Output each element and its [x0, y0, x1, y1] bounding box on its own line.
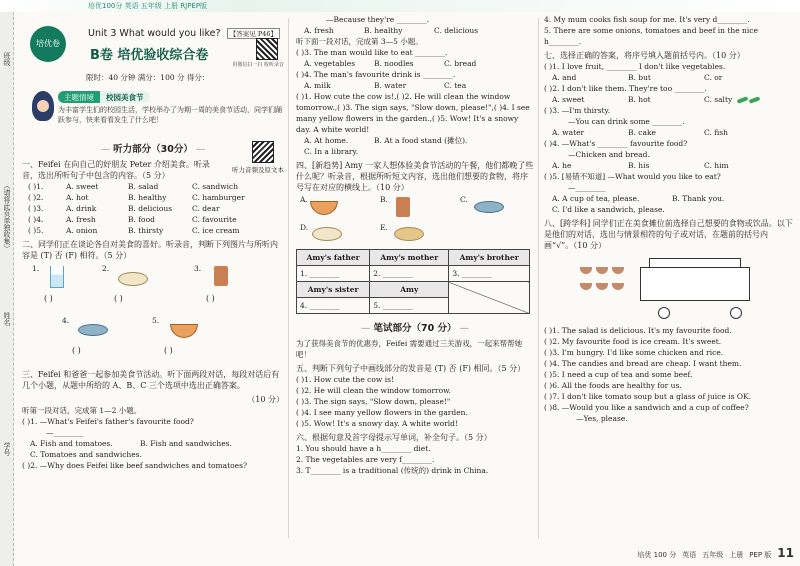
- amy-table: [296, 249, 530, 314]
- q5-title: 五、判断下列句子中画线部分的发音是 (T) 否 (F) 相同。（5 分）: [296, 364, 526, 373]
- q5-item: ( )4. I see many yellow flowers in the garden.: [296, 408, 468, 417]
- q5-item: ( )5. Wow! It's a snowy day. A white world!: [296, 419, 458, 428]
- q7-options: A. and B. but C. or: [552, 73, 723, 82]
- footer-version: PEP 版: [749, 551, 772, 559]
- dish-icon: [580, 283, 592, 290]
- picture-1: 1.: [32, 264, 40, 273]
- column-middle: [296, 14, 534, 476]
- fish-icon: [78, 324, 108, 336]
- table-cell[interactable]: 3. ________: [449, 266, 530, 282]
- listening-heading: — 听力部分（30分） —: [22, 141, 284, 155]
- dish-icon: [612, 267, 624, 274]
- picture-5: 5.: [152, 316, 160, 325]
- table-header: Amy's sister: [297, 282, 370, 298]
- q1-row: ( )5. A. onion B. thirsty C. ice cream: [28, 226, 240, 235]
- dish-icon: [580, 267, 592, 274]
- q7-options: A. A cup of tea, please. B. Thank you.: [552, 194, 725, 203]
- q7-sub: —________: [568, 183, 606, 192]
- listening-qr-icon[interactable]: [252, 141, 274, 163]
- footer-brand: 培优 100 分: [637, 551, 677, 559]
- q3-item-5-option-c: C. In a library.: [304, 147, 359, 156]
- q7-options: A. water B. cake C. fish: [552, 128, 728, 137]
- theme-intro: 为丰富学生们的校园生活，学校举办了为期一周的美食节活动，同学们踊跃参与，快来看看发生了什么吧！: [58, 106, 282, 124]
- q7-item: ( )5. [易错不知道] —What would you like to eat?: [544, 172, 721, 181]
- writing-heading: — 笔试部分（70 分） —: [296, 320, 534, 334]
- dish-icon: [596, 267, 608, 274]
- food-stand-illustration: [580, 253, 790, 321]
- writing-intro: 为了获得美食节的优惠券，Feifei 需要通过三关游戏，一起来帮帮她吧！: [296, 339, 523, 359]
- page-number: 11: [777, 546, 794, 560]
- wheel-icon: [730, 307, 742, 319]
- q7-item: ( )1. I love fruit, ________ I don't like vegetables.: [544, 62, 726, 71]
- q7-item: ( )3. —I'm thirsty.: [544, 106, 611, 115]
- q1-row: ( )2. A. hot B. healthy C. hamburger: [28, 193, 245, 202]
- unit-title: Unit 3 What would you like?: [88, 28, 221, 39]
- table-empty-cell: [449, 282, 530, 314]
- q7-sub: —Chicken and bread.: [568, 150, 650, 159]
- chili-pepper-icon: [737, 96, 749, 104]
- q4-food-pictures: [296, 195, 534, 245]
- q8-title: 八、[跨学科] 同学们正在美食摊位前选择自己想要的食物或饮品。以下是他们的对话，选出与情景相符的句子或对话，在题前的括号内画“√”。（10 分）: [544, 219, 793, 250]
- dish-icon: [612, 283, 624, 290]
- binding-spine: [0, 12, 14, 566]
- q3-item-3-options: A. vegetables B. noodles C. bread: [304, 59, 477, 68]
- q8-item: ( )4. The candies and bread are cheap. I want them.: [544, 359, 742, 368]
- answer-ref: 【答案见 P46】: [227, 28, 280, 39]
- q8-item: ( )7. I don't like tomato soup but a glass of juice is OK.: [544, 392, 751, 401]
- wheel-icon: [658, 307, 670, 319]
- listening-qr-caption: 听力音频及原文本: [232, 166, 284, 174]
- q6-item: 3. T________ is a traditional (传统的) drink in China.: [296, 466, 489, 475]
- fish-dish-icon: [474, 201, 504, 213]
- q6-item: 2. The vegetables are very f________.: [296, 455, 435, 464]
- table-cell[interactable]: 5. ________: [370, 298, 449, 314]
- soup-icon: [310, 201, 338, 215]
- column-divider: [288, 18, 289, 538]
- noodle-bowl-icon: [170, 324, 198, 338]
- exam-meta: 限时：40 分钟 满分：100 分 得分：: [86, 73, 210, 82]
- picture-4: 4.: [62, 316, 70, 325]
- q8-item: ( )1. The salad is delicious. It's my favourite food.: [544, 326, 732, 335]
- column-divider: [538, 18, 539, 538]
- q2-pictures: [22, 264, 284, 366]
- q7-item: ( )4. —What's ________ favourite food?: [544, 139, 688, 148]
- q8-reply: —Yes, please.: [576, 414, 628, 423]
- q1-title: 一、Feifei 在向自己的好朋友 Peter 介绍美食。听录音，选出所听句子中包含的内容。（5 分）: [22, 160, 210, 180]
- q1-row: ( )1. A. sweet B. salad C. sandwich: [28, 182, 239, 191]
- q4-title: 四、[新趋势] Amy 一家人想体验美食节活动的午餐，他们都晚了些什么呢？听录音，根据所听短文内容，选出他们想要的食物，将序号写在对应的横线上。（10 分）: [296, 161, 534, 192]
- q8-item: ( )3. I'm hungry. I'd like some chicken and rice.: [544, 348, 724, 357]
- q3-item-1-option-c: C. Tomatoes and sandwiches.: [30, 450, 142, 459]
- spine-note: （请将此页单独收集）: [3, 182, 11, 252]
- theme-tab-value: 校园美食节: [100, 91, 150, 103]
- picture-2: 2.: [102, 264, 110, 273]
- q7-sub: —You can drink some ________.: [568, 117, 685, 126]
- q1-row: ( )4. A. fresh B. food C. favourite: [28, 215, 237, 224]
- q3-item-1-options: A. Fish and tomatoes. B. Fish and sandwiches.: [30, 439, 232, 448]
- drink-cup-icon: [214, 266, 228, 286]
- qr-code-icon[interactable]: [256, 38, 278, 60]
- food-label-e: E.: [380, 223, 388, 232]
- q7-item: ( )2. I don't like them. They're too ________.: [544, 84, 707, 93]
- q7-title: 七、选择正确的答案，将序号填入题前括号内。（10 分）: [544, 51, 745, 60]
- food-label-b: B.: [380, 195, 388, 204]
- theme-tabs: [58, 91, 150, 103]
- q3-score: （10 分）: [247, 395, 284, 404]
- footer-term: 上册: [729, 551, 744, 559]
- q8-item: ( )6. All the foods are healthy for us.: [544, 381, 682, 390]
- column-right: [544, 14, 794, 424]
- q5-item: ( )1. How cute the cow is!: [296, 375, 394, 384]
- food-cart-icon: [640, 267, 750, 301]
- q3-title: 三、Feifei 和爸爸一起参加美食节活动。听下面两段对话，每段对话后有几个小题，从题中所给的 A、B、C 三个选项中选出正确答案。: [22, 370, 280, 390]
- theme-box: [32, 91, 284, 135]
- q8-item: ( )8. —Would you like a sandwich and a cup of coffee?: [544, 403, 749, 412]
- bread-icon: [394, 227, 424, 241]
- q7-options: A. sweet B. hot C. salty: [544, 94, 794, 105]
- q7-options: A. he B. his C. him: [552, 161, 729, 170]
- paper-title: B卷 培优验收综合卷: [90, 48, 209, 63]
- footer: [637, 546, 794, 560]
- logo: 培优卷: [30, 26, 66, 62]
- q3-item-5: ( )1. How cute the cow is!,( )2. He will clean the window tomorrow.,( )3. The sign says, "Slow down, please!",( )4. I see many yellow flowers in the garden.,( )5. Wow! It's a snowy day. A white world!: [296, 92, 530, 134]
- answer-blank[interactable]: ( ): [114, 294, 123, 303]
- chili-pepper-icon: [749, 96, 761, 104]
- sub2: 听下面一段对话，完成第 3—5 小题。: [296, 37, 423, 46]
- q1-options: [22, 181, 284, 236]
- top-strip-text: 培优100分 英语 五年级 上册 RJPEP版: [88, 2, 208, 10]
- picture-3: 3.: [194, 264, 202, 273]
- answer-blank[interactable]: ( ): [206, 294, 215, 303]
- q3-item-2: ( )2. —Why does Feifei like beef sandwiches and tomatoes?: [22, 461, 247, 470]
- answer-blank[interactable]: ( ): [72, 346, 81, 355]
- top-strip: [0, 0, 800, 12]
- qr-caption: 用微信扫一扫 收听录音: [232, 62, 284, 68]
- footer-subject: 英语: [682, 551, 697, 559]
- footer-grade: 五年级: [702, 551, 724, 559]
- q6-item: 5. There are some onions, tomatoes and beef in the nice h________.: [544, 26, 758, 46]
- dish-icon: [596, 283, 608, 290]
- spine-name: 姓名: [3, 312, 11, 326]
- drink-icon: [396, 197, 410, 217]
- food-label-a: A.: [300, 195, 308, 204]
- table-header: Amy's father: [297, 250, 370, 266]
- q6-item: 1. You should have a h________ diet.: [296, 444, 431, 453]
- table-header: Amy's brother: [449, 250, 530, 266]
- food-label-c: C.: [460, 195, 468, 204]
- spine-id: 学号: [3, 442, 11, 456]
- q2-title: 二、同学们正在谈论各自对美食的喜好。听录音，判断下列图片与所听内容是 (T) 否 (F) 相符。（5 分）: [22, 240, 278, 260]
- q3-item-4-options: A. milk B. water C. tea: [304, 81, 467, 90]
- table-cell[interactable]: 4. ________: [297, 298, 370, 314]
- column-left: [22, 14, 284, 471]
- answer-blank[interactable]: ( ): [164, 346, 173, 355]
- q3-item-1: ( )1. —What's Feifei's father's favourite food?: [22, 417, 194, 426]
- q5-item: ( )3. The sign says, "Slow down, please!": [296, 397, 451, 406]
- cont-line: —Because they're ________.: [326, 15, 429, 24]
- q8-item: ( )2. My favourite food is ice cream. It's sweet.: [544, 337, 722, 346]
- q5-item: ( )2. He will clean the window tomorrow.: [296, 386, 452, 395]
- q3-item-3: ( )3. The man would like to eat ________.: [296, 48, 448, 57]
- food-label-d: D.: [300, 223, 309, 232]
- q6-title: 六、根据句意及首字母提示写单词，补全句子。（5 分）: [296, 433, 492, 442]
- sandwich-icon: [118, 272, 148, 286]
- theme-tab-label: 主题情境: [58, 91, 100, 103]
- table-cell[interactable]: 1. ________: [297, 266, 370, 282]
- q8-item: ( )5. I need a cup of tea and some beef.: [544, 370, 693, 379]
- q3-item-4: ( )4. The man's favourite drink is ________.: [296, 70, 456, 79]
- q1-row: ( )3. A. drink B. delicious C. dear: [28, 204, 220, 213]
- pancake-icon: [312, 227, 342, 241]
- q3-sub1: 听第一段对话，完成第 1—2 小题。: [22, 406, 142, 415]
- header: [22, 14, 284, 68]
- table-cell[interactable]: 2. ________: [370, 266, 449, 282]
- q3-item-5-options: A. At home. B. At a food stand (摊位).: [304, 136, 468, 145]
- answer-blank[interactable]: ( ): [44, 294, 53, 303]
- milk-glass-icon: [50, 266, 64, 288]
- q6-item: 4. My mum cooks fish soup for me. It's very d________.: [544, 15, 750, 24]
- table-header: Amy's mother: [370, 250, 449, 266]
- q3-item-1-blank: —________: [46, 428, 84, 437]
- spine-class: 班级: [3, 52, 11, 66]
- q7-option-c: C. I'd like a sandwich, please.: [552, 205, 665, 214]
- table-header: Amy: [370, 282, 449, 298]
- girl-illustration: [32, 91, 54, 121]
- cont-options: A. fresh B. healthy C. delicious: [304, 26, 479, 35]
